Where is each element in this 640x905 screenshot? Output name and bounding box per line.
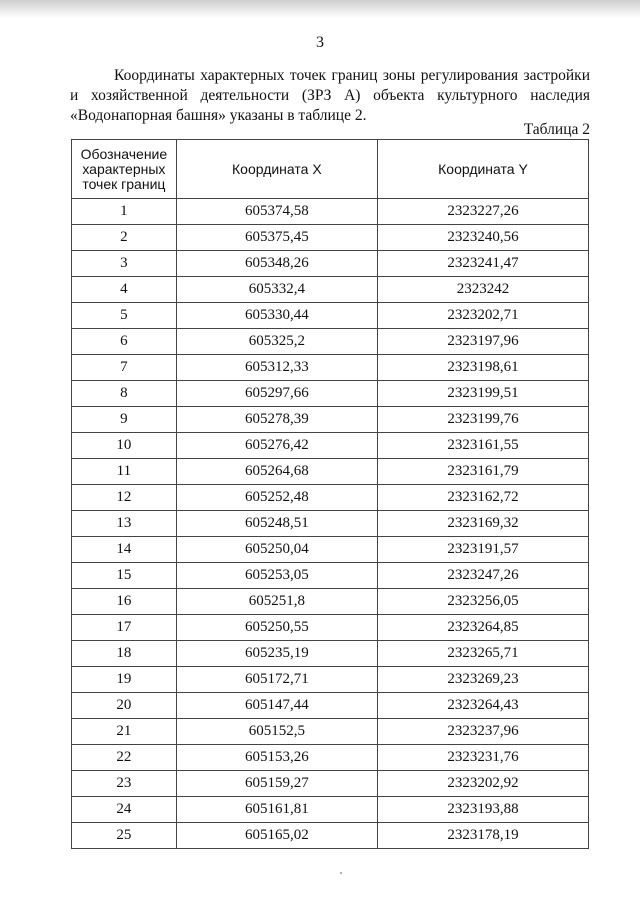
table-row xyxy=(72,381,589,407)
table-row xyxy=(72,511,589,537)
cell-x: 605248,51 xyxy=(176,511,377,537)
cell-x: 605153,26 xyxy=(176,745,377,771)
table-row xyxy=(72,303,589,329)
cell-y: 2323162,72 xyxy=(377,485,588,511)
table-row xyxy=(72,745,589,771)
cell-x: 605264,68 xyxy=(176,459,377,485)
scan-speck xyxy=(340,872,342,874)
cell-point: 17 xyxy=(72,615,177,641)
table-row xyxy=(72,329,589,355)
cell-x: 605152,5 xyxy=(176,719,377,745)
scan-shadow xyxy=(0,0,640,18)
cell-x: 605161,81 xyxy=(176,797,377,823)
table-row xyxy=(72,823,589,849)
cell-y: 2323269,23 xyxy=(377,667,588,693)
cell-point: 9 xyxy=(72,407,177,433)
cell-y: 2323227,26 xyxy=(377,199,588,225)
cell-point: 14 xyxy=(72,537,177,563)
cell-y: 2323264,85 xyxy=(377,615,588,641)
table-row xyxy=(72,251,589,277)
cell-point: 22 xyxy=(72,745,177,771)
cell-point: 25 xyxy=(72,823,177,849)
cell-y: 2323161,55 xyxy=(377,433,588,459)
cell-y: 2323241,47 xyxy=(377,251,588,277)
cell-point: 13 xyxy=(72,511,177,537)
cell-point: 3 xyxy=(72,251,177,277)
page-number: 3 xyxy=(316,34,324,51)
cell-y: 2323193,88 xyxy=(377,797,588,823)
coordinates-table xyxy=(71,139,589,849)
cell-x: 605250,55 xyxy=(176,615,377,641)
cell-y: 2323247,26 xyxy=(377,563,588,589)
cell-y: 2323178,19 xyxy=(377,823,588,849)
table-row xyxy=(72,589,589,615)
table-row xyxy=(72,277,589,303)
cell-point: 2 xyxy=(72,225,177,251)
cell-y: 2323161,79 xyxy=(377,459,588,485)
cell-y: 2323242 xyxy=(377,277,588,303)
cell-point: 21 xyxy=(72,719,177,745)
cell-x: 605253,05 xyxy=(176,563,377,589)
cell-x: 605278,39 xyxy=(176,407,377,433)
table-row xyxy=(72,485,589,511)
cell-x: 605330,44 xyxy=(176,303,377,329)
table-row xyxy=(72,563,589,589)
table-caption: Таблица 2 xyxy=(523,121,590,138)
cell-point: 19 xyxy=(72,667,177,693)
cell-point: 8 xyxy=(72,381,177,407)
cell-y: 2323199,76 xyxy=(377,407,588,433)
cell-y: 2323265,71 xyxy=(377,641,588,667)
table-row xyxy=(72,433,589,459)
cell-y: 2323237,96 xyxy=(377,719,588,745)
cell-x: 605250,04 xyxy=(176,537,377,563)
cell-point: 1 xyxy=(72,199,177,225)
cell-x: 605172,71 xyxy=(176,667,377,693)
table-row xyxy=(72,641,589,667)
table-row xyxy=(72,615,589,641)
cell-point: 20 xyxy=(72,693,177,719)
table-header-row xyxy=(72,140,589,199)
table-row xyxy=(72,667,589,693)
cell-x: 605165,02 xyxy=(176,823,377,849)
cell-x: 605276,42 xyxy=(176,433,377,459)
cell-point: 7 xyxy=(72,355,177,381)
cell-x: 605235,19 xyxy=(176,641,377,667)
header-point: Обозначение характерных точек границ xyxy=(72,140,177,199)
cell-point: 18 xyxy=(72,641,177,667)
table-row xyxy=(72,459,589,485)
cell-point: 16 xyxy=(72,589,177,615)
cell-y: 2323191,57 xyxy=(377,537,588,563)
cell-point: 12 xyxy=(72,485,177,511)
table-row xyxy=(72,355,589,381)
table-row xyxy=(72,199,589,225)
cell-point: 5 xyxy=(72,303,177,329)
cell-y: 2323199,51 xyxy=(377,381,588,407)
table-row xyxy=(72,771,589,797)
table-row xyxy=(72,537,589,563)
cell-y: 2323264,43 xyxy=(377,693,588,719)
cell-x: 605325,2 xyxy=(176,329,377,355)
cell-y: 2323202,71 xyxy=(377,303,588,329)
cell-x: 605312,33 xyxy=(176,355,377,381)
cell-x: 605348,26 xyxy=(176,251,377,277)
cell-y: 2323231,76 xyxy=(377,745,588,771)
cell-y: 2323197,96 xyxy=(377,329,588,355)
cell-x: 605374,58 xyxy=(176,199,377,225)
cell-x: 605375,45 xyxy=(176,225,377,251)
cell-y: 2323198,61 xyxy=(377,355,588,381)
table-row xyxy=(72,797,589,823)
cell-point: 11 xyxy=(72,459,177,485)
cell-x: 605297,66 xyxy=(176,381,377,407)
header-x: Координата X xyxy=(176,140,377,199)
cell-x: 605252,48 xyxy=(176,485,377,511)
cell-point: 23 xyxy=(72,771,177,797)
header-y: Координата Y xyxy=(377,140,588,199)
table-row xyxy=(72,225,589,251)
intro-paragraph xyxy=(70,66,590,126)
cell-point: 24 xyxy=(72,797,177,823)
cell-y: 2323169,32 xyxy=(377,511,588,537)
cell-y: 2323256,05 xyxy=(377,589,588,615)
cell-point: 4 xyxy=(72,277,177,303)
table-row xyxy=(72,407,589,433)
cell-point: 6 xyxy=(72,329,177,355)
intro-text: Координаты характерных точек границ зоны регулирования застройки и хозяйственной деятельности (ЗРЗ А) объекта культурного наследия «Водонапорная башня» указаны в таблице 2. xyxy=(70,67,590,124)
cell-x: 605159,27 xyxy=(176,771,377,797)
cell-x: 605147,44 xyxy=(176,693,377,719)
cell-x: 605251,8 xyxy=(176,589,377,615)
table-body xyxy=(72,199,589,849)
table-row xyxy=(72,693,589,719)
cell-y: 2323202,92 xyxy=(377,771,588,797)
cell-point: 10 xyxy=(72,433,177,459)
cell-y: 2323240,56 xyxy=(377,225,588,251)
cell-x: 605332,4 xyxy=(176,277,377,303)
table-row xyxy=(72,719,589,745)
cell-point: 15 xyxy=(72,563,177,589)
